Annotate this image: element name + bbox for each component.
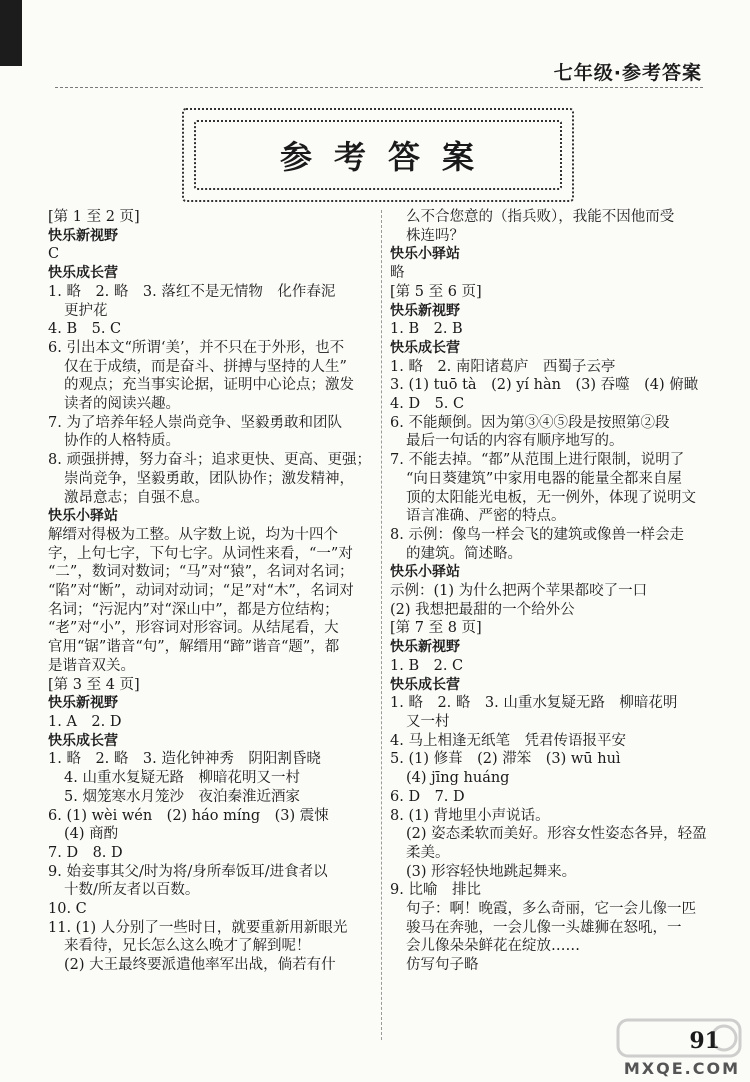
answer-line: 3. (1) tuō tà (2) yí hàn (3) 吞噬 (4) 俯瞰	[390, 377, 699, 394]
answer-line: [第 1 至 2 页]	[48, 209, 140, 225]
answer-line: 读者的阅读兴趣。	[64, 396, 180, 413]
answer-line: 语言准确、严密的特点。	[406, 508, 566, 525]
answer-line: 4. D 5. C	[390, 396, 465, 413]
section-heading: 快乐新视野	[48, 695, 118, 712]
section-heading: 快乐小驿站	[390, 246, 460, 263]
answer-line: 6. (1) wèi wén (2) háo míng (3) 震悚	[48, 807, 329, 824]
watermark-text: MXQE.COM	[623, 1059, 740, 1078]
answer-line: 骏马在奔驰，一会儿像一头雄狮在怒吼，一	[406, 919, 682, 936]
answer-line: 5. (1) 修葺 (2) 滞笨 (3) wū huì	[390, 751, 621, 768]
section-heading: 快乐新视野	[48, 227, 118, 244]
answer-line: “老”对“小”，形容词对形容词。从结尾看，大	[48, 620, 339, 637]
answer-line: 8. 示例：像鸟一样会飞的建筑或像兽一样会走	[390, 526, 684, 543]
answer-line: (4) 商酌	[64, 826, 119, 843]
answer-line: 11. (1) 人分别了一些时日，就要重新用新眼光	[48, 919, 348, 936]
answer-line: 最后一句话的内容有顺序地写的。	[406, 433, 624, 450]
answer-line: 1. B 2. B	[390, 321, 463, 338]
answer-line: 来看待，兄长怎么这么晚才了解到呢！	[64, 938, 311, 955]
section-heading: 快乐成长营	[48, 732, 118, 749]
answer-line: (4) jīng huáng	[406, 770, 510, 787]
answer-line: 株连吗？	[406, 227, 464, 244]
answer-line: [第 5 至 6 页]	[390, 283, 482, 300]
answer-line: 7. D 8. D	[48, 844, 123, 861]
answer-line: 1. 略 2. 略 3. 落红不是无情物 化作春泥	[48, 283, 336, 300]
answer-line: 9. 始妾事其父/时为将/身所奉饭耳/进食者以	[48, 863, 328, 880]
title-frame-inner	[194, 120, 562, 190]
answer-line: 1. 略 2. 南阳诸葛庐 西蜀子云亭	[390, 358, 616, 375]
answer-line: (3) 形容轻快地跳起舞来。	[406, 863, 577, 880]
answer-line: 激昂意志；自强不息。	[64, 489, 209, 506]
answer-line: 1. B 2. C	[390, 657, 464, 674]
answer-line: (2) 大王最终要派遣他率军出战，倘若有什	[64, 957, 336, 974]
answer-line: “二”，数词对数词；“马”对“猿”，名词对名词；	[48, 564, 354, 581]
answer-line: 10. C	[48, 901, 87, 918]
answer-line: 5. 烟笼寒水月笼沙 夜泊秦淮近酒家	[64, 788, 300, 805]
answer-line: 会儿像朵朵鲜花在绽放……	[406, 938, 580, 955]
answer-line: 十数/所友者以百数。	[64, 882, 200, 899]
answer-line: 又一村	[406, 713, 450, 730]
section-heading: 快乐成长营	[390, 339, 460, 356]
page-title: 参考答案	[279, 138, 496, 176]
column-divider	[381, 210, 382, 1040]
answer-line: C	[48, 246, 60, 263]
title-frame	[182, 108, 574, 202]
answer-line: 协作的人格特质。	[64, 433, 180, 450]
answer-line: 的建筑。简述略。	[406, 545, 522, 562]
answer-line: 略	[390, 265, 405, 282]
answer-line: 字，上句七字，下句七字。从词性来看，“一”对	[48, 545, 353, 562]
answer-line: 4. 山重水复疑无路 柳暗花明又一村	[64, 770, 300, 787]
answer-line: 仿写句子略	[406, 957, 479, 974]
answer-line: 更护花	[64, 302, 108, 319]
answer-line: 名词；“污泥内”对“深山中”，都是方位结构；	[48, 601, 339, 618]
answer-line: 4. B 5. C	[48, 321, 122, 338]
answer-line: 崇尚竞争，坚毅勇敢，团队协作；激发精神，	[64, 470, 354, 487]
header-rule	[55, 87, 703, 88]
edge-bar	[0, 0, 22, 66]
answer-line: [第 3 至 4 页]	[48, 676, 140, 693]
section-heading: 快乐小驿站	[390, 564, 460, 581]
answer-line: 仅在于成绩，而是奋斗、拼搏与坚持的人生”	[64, 358, 347, 375]
answer-line: 官用“锯”谐音“句”，解缙用“蹄”谐音“题”，都	[48, 639, 340, 656]
answer-line: 1. 略 2. 略 3. 造化钟神秀 阴阳割昏晓	[48, 751, 321, 768]
answer-line: (2) 姿态柔软而美好。形容女性姿态各异，轻盈	[406, 826, 707, 843]
answer-line: 9. 比喻 排比	[390, 882, 481, 899]
page-number: 91	[689, 1028, 720, 1054]
right-column	[390, 208, 720, 975]
left-column	[48, 208, 370, 975]
section-heading: 快乐成长营	[48, 265, 118, 282]
section-heading: 快乐新视野	[390, 639, 460, 656]
answer-line: 1. A 2. D	[48, 713, 122, 730]
section-heading: 快乐小驿站	[48, 508, 118, 525]
answer-line: 顶的太阳能光电板，无一例外，体现了说明文	[406, 489, 696, 506]
answer-line: “陷”对“断”，动词对动词；“足”对“木”，名词对	[48, 583, 354, 600]
answer-line: 6. 不能颠倒。因为第③④⑤段是按照第②段	[390, 414, 670, 431]
answer-line: 6. D 7. D	[390, 788, 465, 805]
answer-line: 7. 为了培养年轻人崇尚竞争、坚毅勇敢和团队	[48, 414, 342, 431]
answer-line: 8. (1) 背地里小声说话。	[390, 807, 550, 824]
answer-line: 句子：啊！晚霞，多么奇丽，它一会儿像一匹	[406, 901, 696, 918]
answer-line: (2) 我想把最甜的一个给外公	[390, 601, 575, 618]
section-heading: 快乐成长营	[390, 676, 460, 693]
answer-line: 7. 不能去掉。“都”从范围上进行限制，说明了	[390, 452, 685, 469]
answer-line: 4. 马上相逢无纸笔 凭君传语报平安	[390, 732, 626, 749]
answer-line: 示例：(1) 为什么把两个苹果都咬了一口	[390, 583, 648, 600]
answer-line: 1. 略 2. 略 3. 山重水复疑无路 柳暗花明	[390, 695, 678, 712]
answer-line: 6. 引出本文“所谓‘美’，并不只在于外形，也不	[48, 339, 345, 356]
answer-line: “向日葵建筑”中家用电器的能量全都来自屋	[406, 470, 682, 487]
answer-line: 柔美。	[406, 844, 450, 861]
answer-line: 么不合您意的（指兵败），我能不因他而受	[406, 209, 675, 225]
answer-line: 的观点；充当事实论据，证明中心论点；激发	[64, 377, 354, 394]
answer-line: 解缙对得极为工整。从字数上说，均为十四个	[48, 526, 338, 543]
header-title: 七年级·参考答案	[553, 62, 702, 84]
answer-line: 是谐音双关。	[48, 657, 135, 674]
answer-line: 8. 顽强拼搏，努力奋斗；追求更快、更高、更强；	[48, 452, 371, 469]
answer-line: [第 7 至 8 页]	[390, 620, 482, 637]
section-heading: 快乐新视野	[390, 302, 460, 319]
